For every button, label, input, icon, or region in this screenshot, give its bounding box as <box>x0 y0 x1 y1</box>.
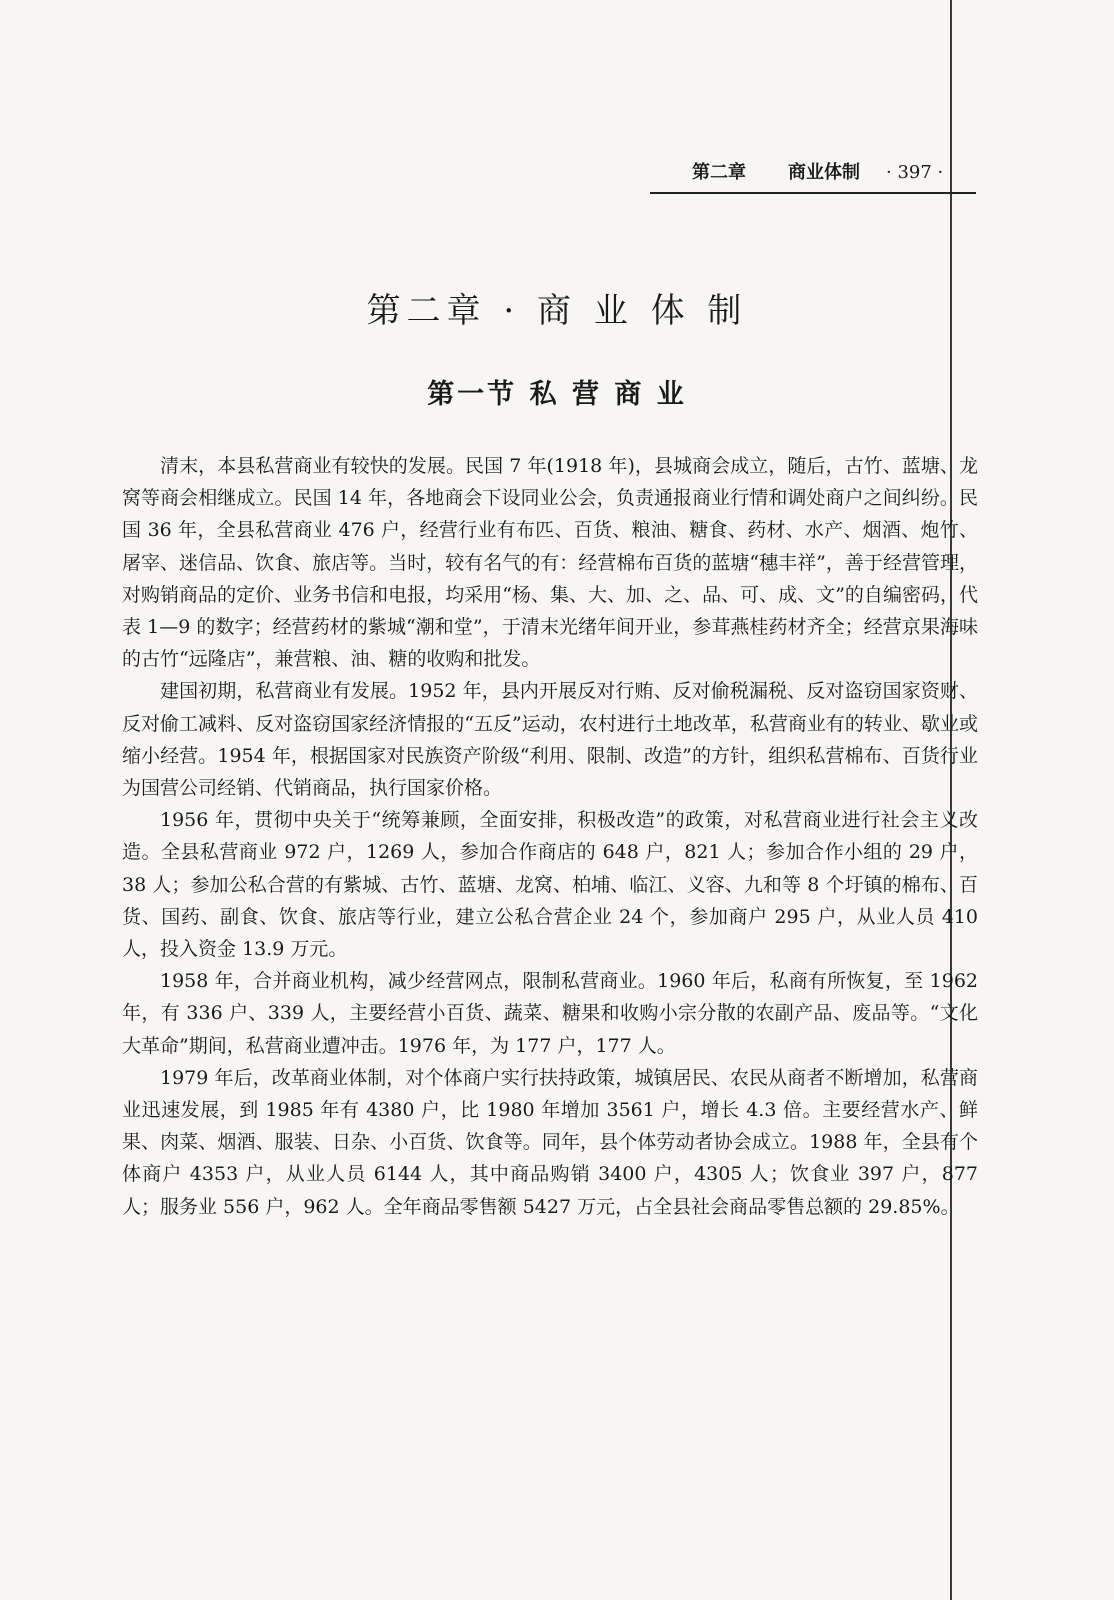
running-head <box>650 160 976 194</box>
paragraph: 1958 年，合并商业机构，减少经营网点，限制私营商业。1960 年后，私商有所恢复，至 1962 年，有 336 户、339 人，主要经营小百货、蔬菜、糖果和收购小宗分散的农副产品、废品等。“文化大革命”期间，私营商业遭冲击。1976 年，为 177 户，177 人。 <box>122 970 978 1057</box>
chapter-title <box>0 283 1114 332</box>
paragraph: 清末，本县私营商业有较快的发展。民国 7 年(1918 年)，县城商会成立，随后，古竹、蓝塘、龙窝等商会相继成立。民国 14 年，各地商会下设同业公会，负责通报商业行情和调处商户之间纠纷。民国 36 年，全县私营商业 476 户，经营行业有布匹、百货、粮油、糖食、药材、水产、烟酒、炮竹、屠宰、迷信品、饮食、旅店等。当时，较有名气的有：经营棉布百货的蓝塘“穗丰祥”，善于经营管理，对购销商品的定价、业务书信和电报，均采用“杨、集、大、加、之、品、可、成、文”的自编密码，代表 1—9 的数字；经营药材的紫城“潮和堂”，于清末光绪年间开业，参茸燕桂药材齐全；经营京果海味的古竹“远隆店”，兼营粮、油、糖的收购和批发。 <box>122 455 978 671</box>
body-text <box>122 450 978 1223</box>
paragraph: 1979 年后，改革商业体制，对个体商户实行扶持政策，城镇居民、农民从商者不断增加，私营商业迅速发展，到 1985 年有 4380 户，比 1980 年增加 3561 户，增长 4.3 倍。主要经营水产、鲜果、肉菜、烟酒、服装、日杂、小百货、饮食等。同年，县个体劳动者协会成立。1988 年，全县有个体商户 4353 户，从业人员 6144 人，其中商品购销 3400 户，4305 人；饮食业 397 户，877 人；服务业 556 户，962 人。全年商品零售额 5427 万元，占全县社会商品零售总额的 29.85%。 <box>122 1066 978 1218</box>
paragraph: 建国初期，私营商业有发展。1952 年，县内开展反对行贿、反对偷税漏税、反对盗窃国家资财、反对偷工减料、反对盗窃国家经济情报的“五反”运动，农村进行土地改革，私营商业有的转业、歇业或缩小经营。1954 年，根据国家对民族资产阶级“利用、限制、改造”的方针，组织私营棉布、百货行业为国营公司经销、代销商品，执行国家价格。 <box>122 680 978 800</box>
paragraph: 1956 年，贯彻中央关于“统筹兼顾，全面安排，积极改造”的政策，对私营商业进行社会主义改造。全县私营商业 972 户，1269 人，参加合作商店的 648 户，821 人；参加合作小组的 29 户，38 人；参加公私合营的有紫城、古竹、蓝塘、龙窝、柏埔、临江、义容、九和等 8 个圩镇的棉布、百货、国药、副食、饮食、旅店等行业，建立公私合营企业 24 个，参加商户 295 户，从业人员 410 人，投入资金 13.9 万元。 <box>122 809 978 961</box>
chapter-title-text: 第二章 · 商 业 体 制 <box>366 291 748 331</box>
section-title: 第一节 私 营 商 业 <box>427 379 687 410</box>
running-head-section: 商业体制 <box>788 162 860 183</box>
running-head-chapter: 第二章 <box>692 162 746 183</box>
page-number: · 397 · <box>886 162 944 183</box>
